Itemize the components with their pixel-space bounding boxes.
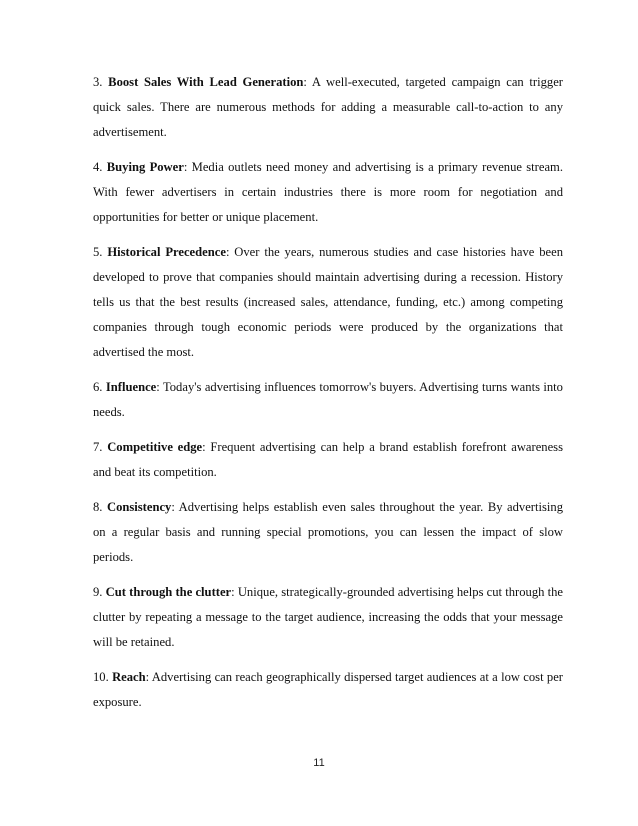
item-text: : Advertising can reach geographically dispersed target audiences at a low cost per exposure.: [93, 670, 563, 709]
item-number: 9.: [93, 585, 103, 599]
document-body: [93, 70, 563, 725]
item-text: : A well-executed, targeted campaign can trigger quick sales. There are numerous methods for adding a measurable call-to-action to any advertisement.: [93, 75, 563, 139]
item-number: 5.: [93, 245, 103, 259]
list-item: [93, 70, 563, 145]
item-number: 10.: [93, 670, 109, 684]
item-number: 7.: [93, 440, 103, 454]
item-term: Reach: [112, 670, 146, 684]
list-item: [93, 240, 563, 365]
item-term: Competitive edge: [107, 440, 203, 454]
item-text: : Frequent advertising can help a brand establish forefront awareness and beat its competition.: [93, 440, 563, 479]
item-text: : Over the years, numerous studies and case histories have been developed to prove that companies should maintain advertising during a recession. History tells us that the best results (increased sales, attendance, funding, etc.) among competing companies through tough economic periods were produced by the organizations that advertised the most.: [93, 245, 563, 359]
item-text: : Advertising helps establish even sales throughout the year. By advertising on a regular basis and running special promotions, you can lessen the impact of slow periods.: [93, 500, 563, 564]
list-item: [93, 580, 563, 655]
item-text: : Today's advertising influences tomorrow's buyers. Advertising turns wants into needs.: [93, 380, 563, 419]
list-item: [93, 375, 563, 425]
item-term: Influence: [105, 380, 157, 394]
item-text: : Unique, strategically-grounded advertising helps cut through the clutter by repeating a message to the target audience, increasing the odds that your message will be retained.: [93, 585, 563, 649]
list-item: [93, 435, 563, 485]
item-number: 6.: [93, 380, 103, 394]
list-item: [93, 495, 563, 570]
list-item: [93, 155, 563, 230]
list-item: [93, 665, 563, 715]
page-number: 11: [313, 757, 325, 769]
item-number: 8.: [93, 500, 103, 514]
item-term: Historical Precedence: [107, 245, 226, 259]
item-number: 3.: [93, 75, 103, 89]
item-number: 4.: [93, 160, 103, 174]
item-term: Cut through the clutter: [105, 585, 232, 599]
item-term: Buying Power: [106, 160, 184, 174]
item-term: Boost Sales With Lead Generation: [108, 75, 304, 89]
item-text: : Media outlets need money and advertising is a primary revenue stream. With fewer advertisers in certain industries there is more room for negotiation and opportunities for better or unique placement.: [93, 160, 564, 224]
item-term: Consistency: [106, 500, 172, 514]
